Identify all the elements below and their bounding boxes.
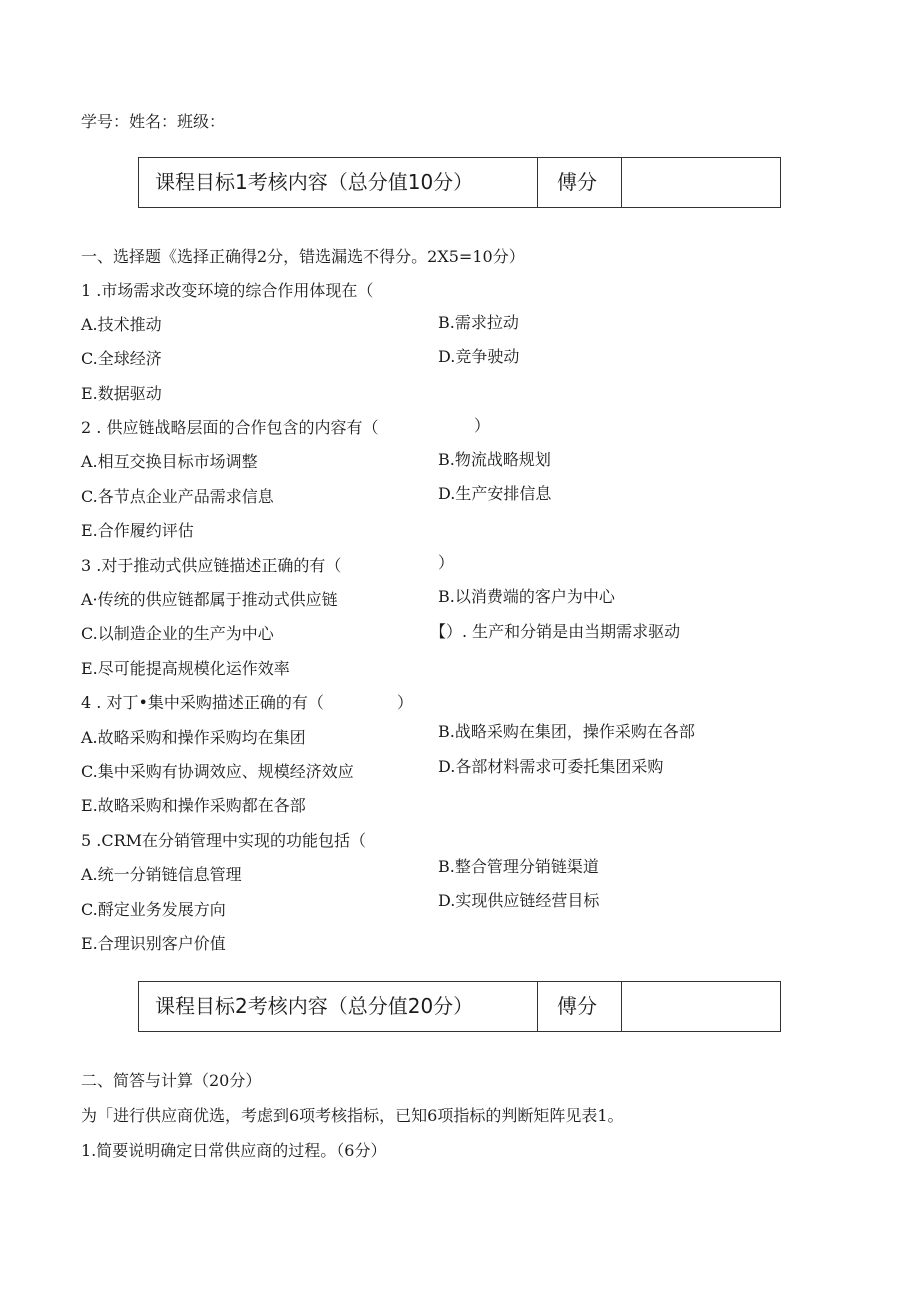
question-stem: 1 .市场需求改变环境的综合作用体现在（: [81, 281, 374, 300]
section-heading: 二、简答与计算（20分）: [81, 1071, 262, 1090]
option-a[interactable]: A.技术推动: [81, 315, 162, 334]
divider: [621, 158, 622, 207]
section-intro: 为「进行供应商优选，考虑到6项考核指标，已知6项指标的判断矩阵见表1。: [81, 1106, 624, 1125]
score-label: 傅分: [557, 170, 597, 194]
question-close-paren: ）: [438, 553, 455, 572]
question-stem: 2 . 供应链战略层面的合作包含的内容有（: [81, 418, 379, 437]
option-c[interactable]: C.集中采购有协调效应、规模经济效应: [81, 762, 354, 781]
option-d[interactable]: D.各部材料需求可委托集团采购: [438, 757, 664, 776]
option-c[interactable]: C.各节点企业产品需求信息: [81, 487, 274, 506]
option-d[interactable]: D.实现供应链经营目标: [438, 891, 600, 910]
option-d[interactable]: D.生产安排信息: [438, 484, 552, 503]
question-stem: 3 .对于推动式供应链描述正确的有（: [81, 556, 342, 575]
score-box-1: [138, 157, 781, 208]
divider: [537, 158, 538, 207]
question-close-paren: ）: [474, 416, 491, 435]
option-e[interactable]: E.合理识别客户价值: [81, 934, 226, 953]
option-a[interactable]: A.统一分销链信息管理: [81, 865, 242, 884]
option-a[interactable]: A·传统的供应链都属于推动式供应链: [81, 590, 338, 609]
option-b[interactable]: B.整合管理分销链渠道: [438, 857, 599, 876]
option-d[interactable]: D.竞争驶动: [438, 347, 520, 366]
option-e[interactable]: E.数据驱动: [81, 384, 162, 403]
question-stem: 5 .CRM在分销管理中实现的功能包括（: [81, 831, 367, 850]
question-close-paren: ）: [397, 693, 414, 712]
score-field[interactable]: [623, 158, 779, 207]
option-e[interactable]: E.合作履约评估: [81, 521, 194, 540]
option-a[interactable]: A.相互交换目标市场调整: [81, 452, 258, 471]
option-c[interactable]: C.酹定业务发展方向: [81, 900, 226, 919]
score-box-title: 课程目标1考核内容（总分值10分）: [155, 170, 474, 194]
option-b[interactable]: B.战略采购在集团，操作采购在各部: [438, 722, 695, 741]
divider: [537, 982, 538, 1031]
option-a[interactable]: A.故略采购和操作采购均在集团: [81, 728, 306, 747]
score-field[interactable]: [623, 982, 779, 1031]
divider: [621, 982, 622, 1031]
option-d[interactable]: 【）. 生产和分销是由当期需求驱动: [430, 622, 681, 641]
score-box-title: 课程目标2考核内容（总分值20分）: [155, 994, 474, 1018]
score-box-2: [138, 981, 781, 1032]
question-stem: 1.简要说明确定日常供应商的过程。（6分）: [81, 1141, 387, 1160]
score-label: 傅分: [557, 994, 597, 1018]
student-info: 学号：姓名：班级：: [81, 112, 226, 131]
option-e[interactable]: E.故略采购和操作采购都在各部: [81, 796, 306, 815]
section-heading: 一、选择题《选择正确得2分，错选漏选不得分。2X5=10分）: [81, 247, 525, 266]
option-c[interactable]: C.以制造企业的生产为中心: [81, 624, 274, 643]
option-b[interactable]: B.物流战略规划: [438, 450, 551, 469]
option-b[interactable]: B.以消费端的客户为中心: [438, 587, 615, 606]
question-stem: 4 . 对丁•集中采购描述正确的有（: [81, 693, 324, 712]
option-b[interactable]: B.需求拉动: [438, 313, 519, 332]
option-e[interactable]: E.尽可能提高规模化运作效率: [81, 659, 290, 678]
option-c[interactable]: C.全球经济: [81, 349, 162, 368]
